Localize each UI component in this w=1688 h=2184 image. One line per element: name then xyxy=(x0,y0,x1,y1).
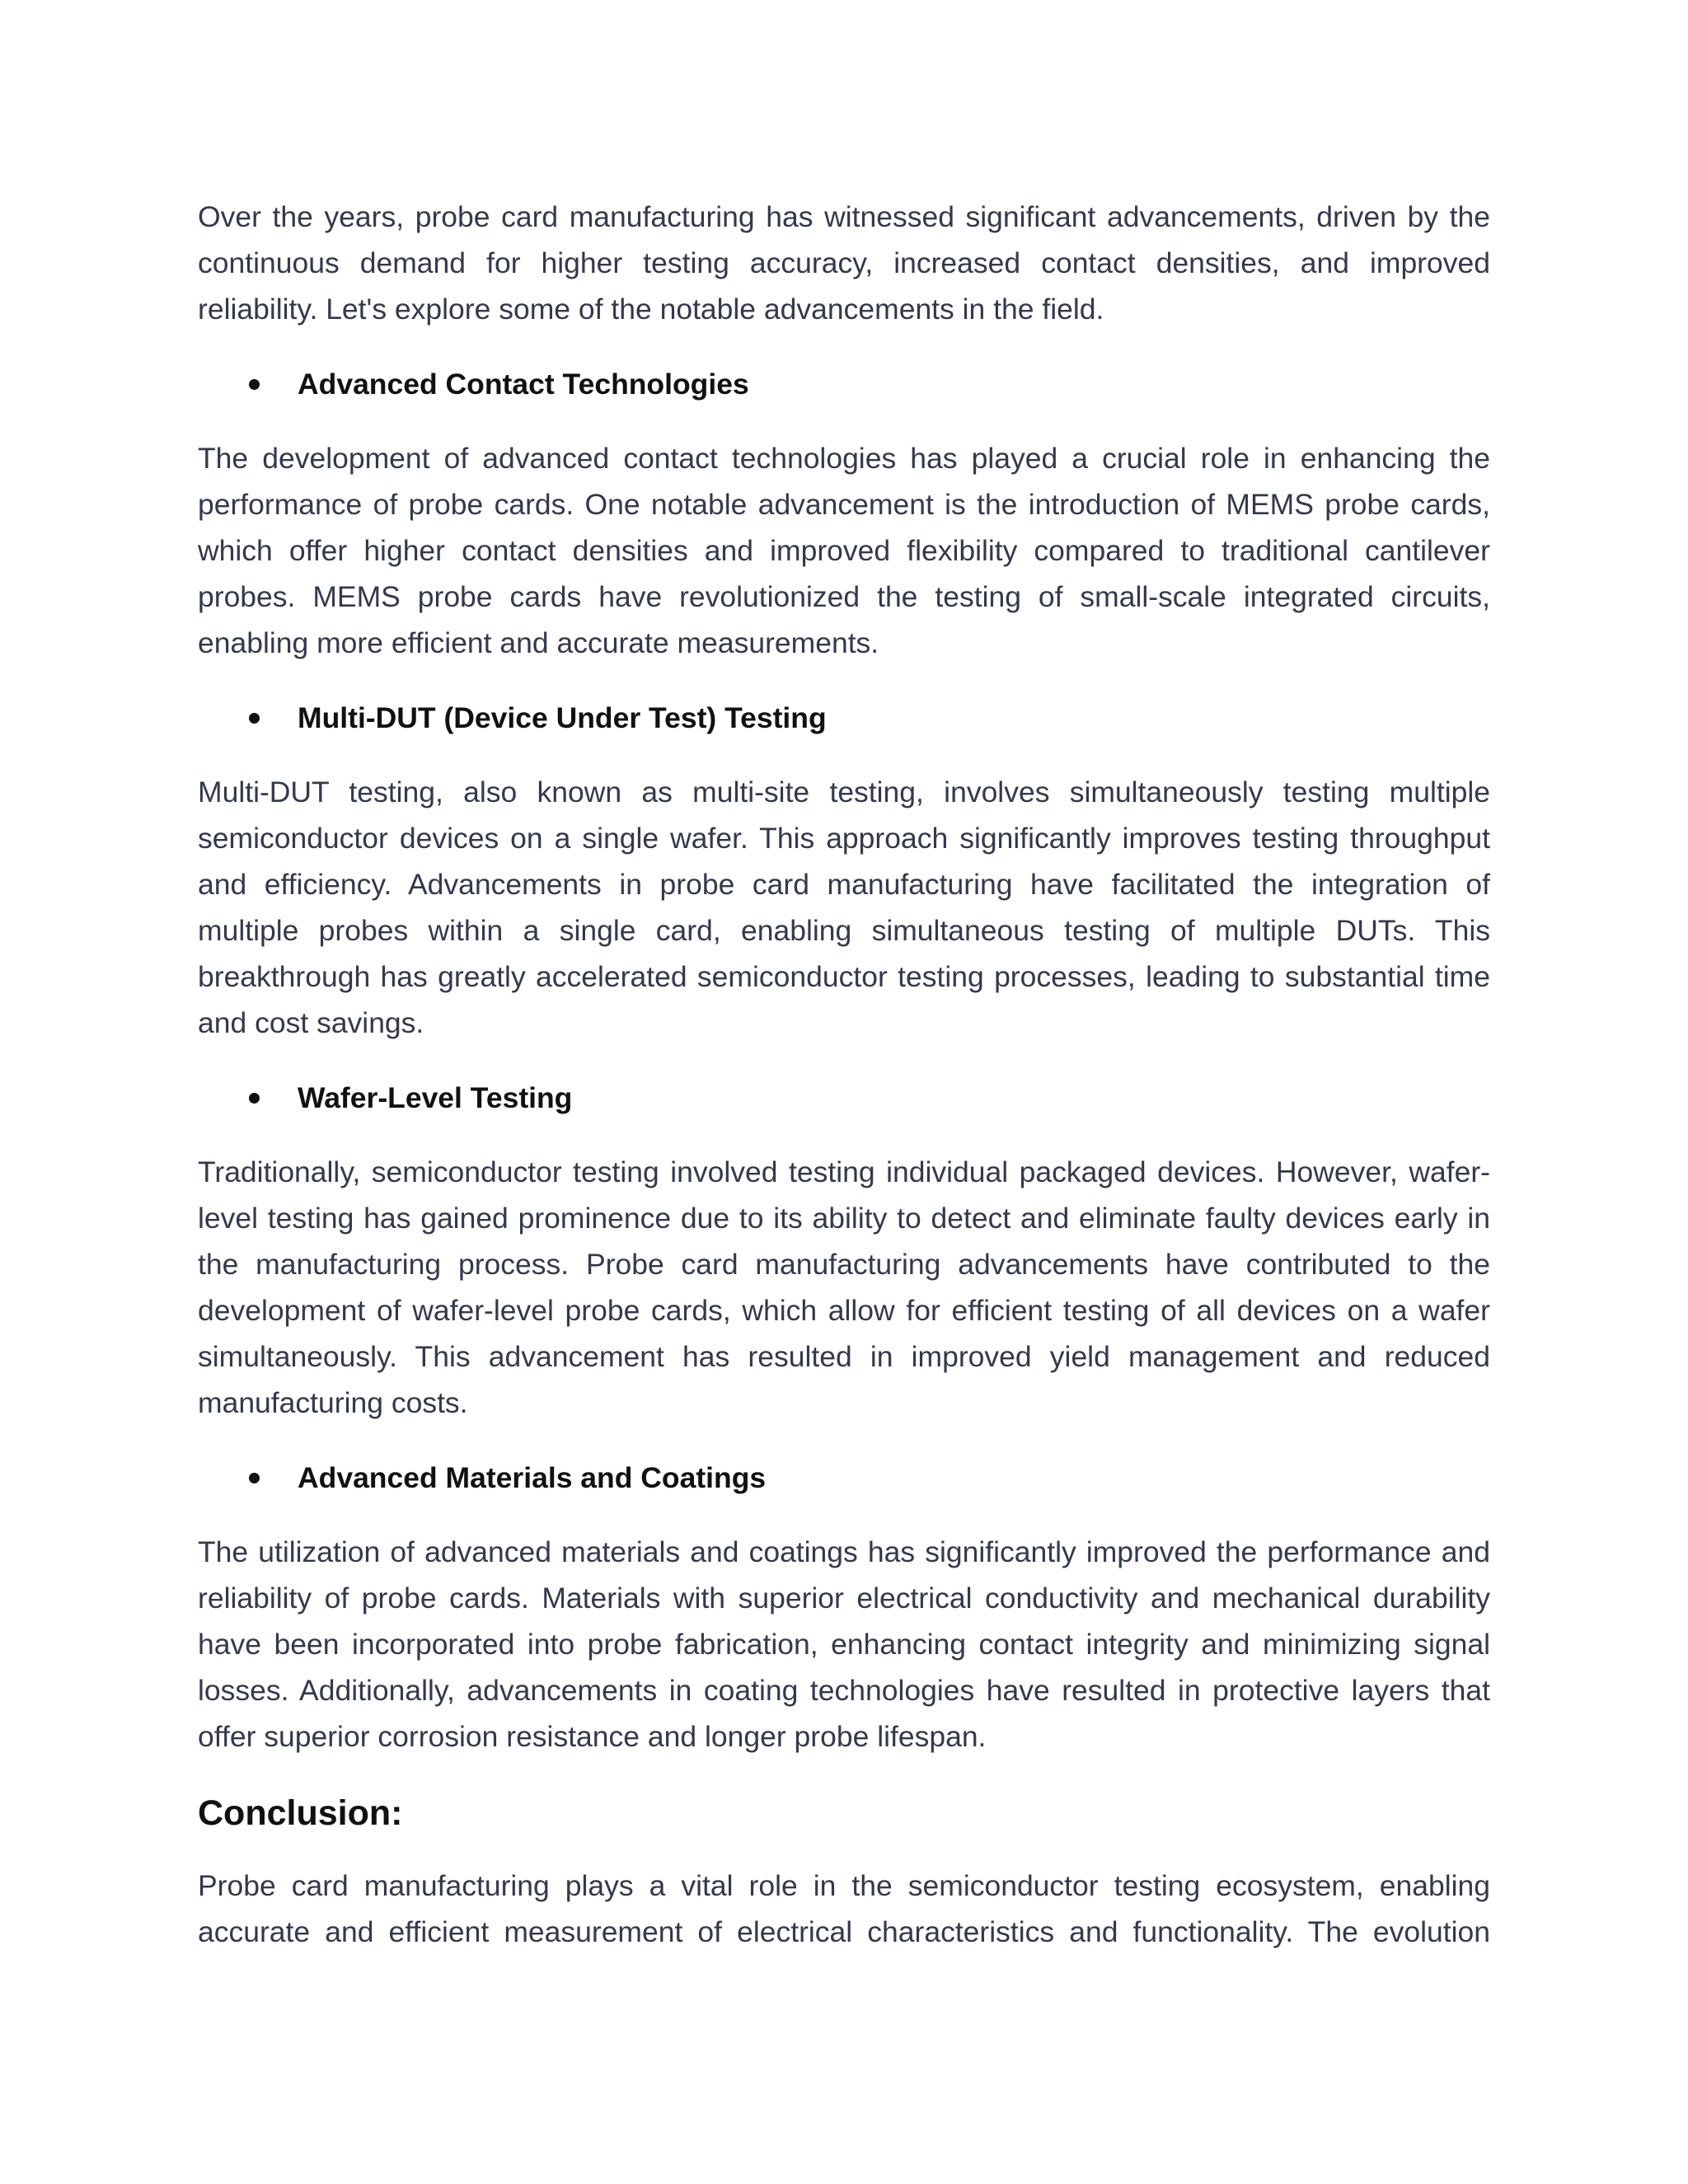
bullet-dot-icon xyxy=(249,1473,260,1483)
bullet-dot-icon xyxy=(249,379,260,390)
conclusion-paragraph: Probe card manufacturing plays a vital role in the semiconductor testing ecosystem, enabling accurate and efficient measurement of electrical characteristics and functionality. The evolution xyxy=(198,1869,1490,1948)
intro-paragraph: Over the years, probe card manufacturing has witnessed significant advancements, driven by the continuous demand for higher testing accuracy, increased contact densities, and improved reliability. Let's explore some of the notable advancements in the field. xyxy=(198,200,1490,326)
bullet-label: Wafer-Level Testing xyxy=(298,1081,573,1114)
multi-dut-testing-paragraph: Multi-DUT testing, also known as multi-site testing, involves simultaneously testing multiple semiconductor devices on a single wafer. This approach significantly improves testing throughput and efficiency. Advancements in probe card manufacturing have facilitated the integration of multiple probes within a single card, enabling simultaneous testing of multiple DUTs. This breakthrough has greatly accelerated semiconductor testing processes, leading to substantial time and cost savings. xyxy=(198,776,1490,1039)
advanced-contact-technologies-paragraph: The development of advanced contact technologies has played a crucial role in enhancing the performance of probe cards. One notable advancement is the introduction of MEMS probe cards, which offer higher contact densities and improved flexibility compared to traditional cantilever probes. MEMS probe cards have revolutionized the testing of small-scale integrated circuits, enabling more efficient and accurate measurements. xyxy=(198,442,1490,659)
wafer-level-testing-paragraph: Traditionally, semiconductor testing involved testing individual packaged devices. However, wafer-level testing has gained prominence due to its ability to detect and eliminate faulty devices early in the manufacturing process. Probe card manufacturing advancements have contributed to the development of wafer-level probe cards, which allow for efficient testing of all devices on a wafer simultaneously. This advancement has resulted in improved yield management and reduced manufacturing costs. xyxy=(198,1155,1490,1419)
bullet-dot-icon xyxy=(249,1093,260,1104)
advanced-materials-and-coatings-paragraph: The utilization of advanced materials and coatings has significantly improved the performance and reliability of probe cards. Materials with superior electrical conductivity and mechanical durability have been incorporated into probe fabrication, enhancing contact integrity and minimizing signal losses. Additionally, advancements in coating technologies have resulted in protective layers that offer superior corrosion resistance and longer probe lifespan. xyxy=(198,1535,1490,1753)
document-page xyxy=(198,194,1490,1984)
bullet-advanced-materials-and-coatings xyxy=(198,1455,1490,1501)
bullet-label: Advanced Contact Technologies xyxy=(298,368,749,401)
bullet-label: Multi-DUT (Device Under Test) Testing xyxy=(298,701,827,734)
bullet-wafer-level-testing xyxy=(198,1075,1490,1121)
bullet-multi-dut-testing xyxy=(198,695,1490,741)
bullet-label: Advanced Materials and Coatings xyxy=(298,1461,767,1494)
conclusion-heading: Conclusion: xyxy=(198,1793,403,1833)
bullet-advanced-contact-technologies xyxy=(198,361,1490,407)
bullet-dot-icon xyxy=(249,713,260,724)
